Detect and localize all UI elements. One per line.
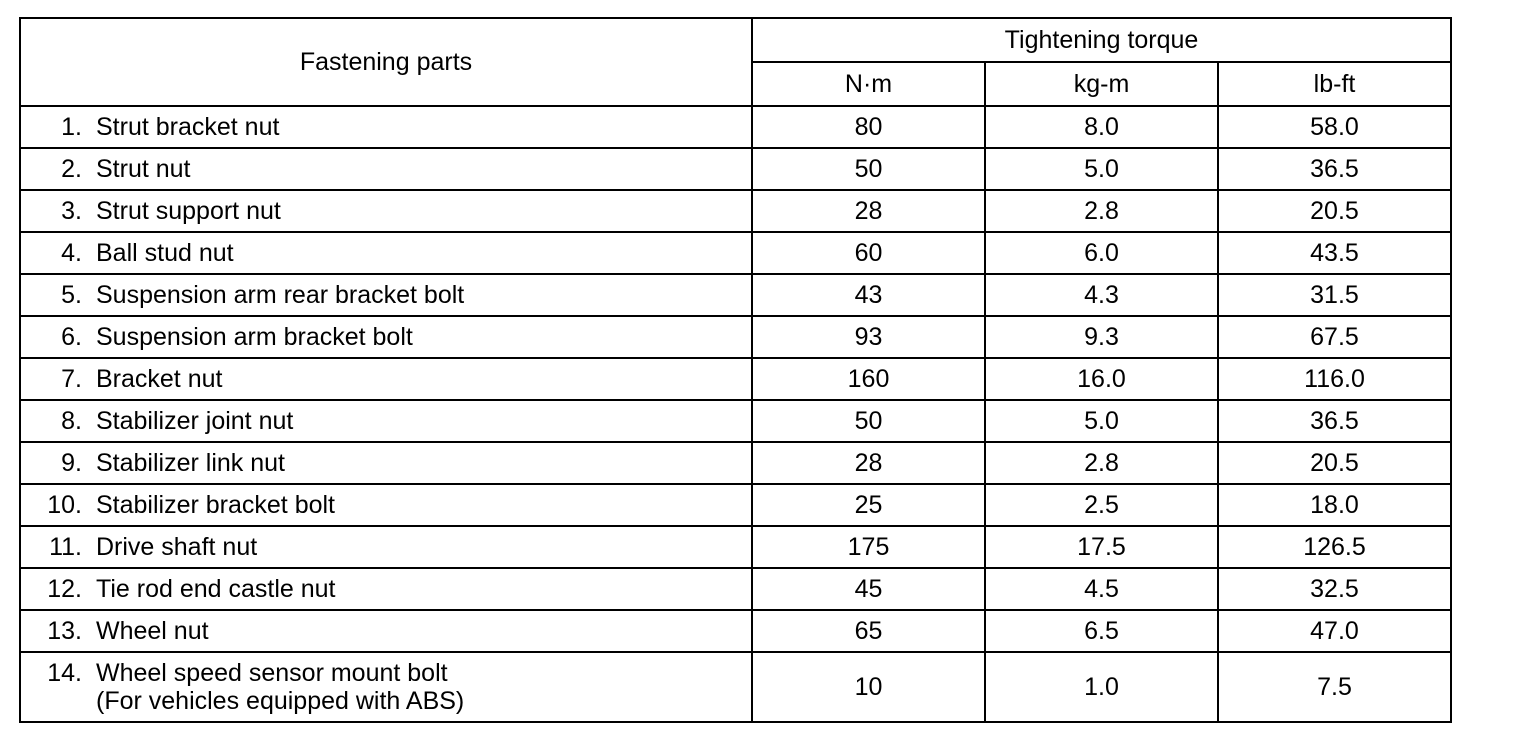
item-number: 11. [49, 533, 82, 561]
part-label-wrap [96, 365, 751, 393]
value-kgm: 2.8 [985, 442, 1218, 484]
table-row [20, 526, 1451, 568]
table-row [20, 484, 1451, 526]
value-nm: 25 [752, 484, 985, 526]
part-entry [21, 407, 751, 435]
value-lbft: 43.5 [1218, 232, 1451, 274]
part-entry [21, 491, 751, 519]
item-number: 7. [61, 365, 82, 393]
part-cell [20, 652, 752, 722]
part-cell [20, 610, 752, 652]
part-cell [20, 232, 752, 274]
value-kgm: 2.5 [985, 484, 1218, 526]
value-nm: 175 [752, 526, 985, 568]
value-nm: 65 [752, 610, 985, 652]
part-name: Stabilizer joint nut [96, 407, 294, 435]
part-label-wrap [96, 575, 751, 603]
part-cell [20, 484, 752, 526]
value-nm: 45 [752, 568, 985, 610]
table-row [20, 148, 1451, 190]
value-lbft: 126.5 [1218, 526, 1451, 568]
column-header-tightening-torque: Tightening torque [752, 18, 1451, 62]
item-number: 3. [61, 197, 82, 225]
value-kgm: 4.3 [985, 274, 1218, 316]
value-lbft: 67.5 [1218, 316, 1451, 358]
part-name: Drive shaft nut [96, 533, 258, 561]
table-row [20, 610, 1451, 652]
part-cell [20, 106, 752, 148]
part-label-wrap [96, 617, 751, 645]
value-kgm: 1.0 [985, 652, 1218, 722]
part-name: Suspension arm bracket bolt [96, 323, 413, 351]
table-row [20, 442, 1451, 484]
value-nm: 60 [752, 232, 985, 274]
column-header-kgm: kg-m [985, 62, 1218, 106]
value-nm: 160 [752, 358, 985, 400]
part-label-wrap [96, 281, 751, 309]
part-entry [21, 113, 751, 141]
table-row [20, 568, 1451, 610]
table-row [20, 652, 1451, 722]
table-row [20, 274, 1451, 316]
part-label-wrap [96, 155, 751, 183]
part-name: Suspension arm rear bracket bolt [96, 281, 465, 309]
item-number: 4. [61, 239, 82, 267]
value-kgm: 8.0 [985, 106, 1218, 148]
table-row [20, 400, 1451, 442]
torque-spec-table [19, 17, 1452, 723]
part-name: Wheel nut [96, 617, 209, 645]
part-cell [20, 274, 752, 316]
value-lbft: 20.5 [1218, 190, 1451, 232]
part-name: Strut nut [96, 155, 191, 183]
value-kgm: 5.0 [985, 400, 1218, 442]
part-entry [21, 659, 751, 715]
column-header-fastening-parts: Fastening parts [20, 18, 752, 106]
part-cell [20, 400, 752, 442]
value-lbft: 58.0 [1218, 106, 1451, 148]
part-name: Stabilizer bracket bolt [96, 491, 336, 519]
table-row [20, 106, 1451, 148]
part-label-wrap [96, 659, 751, 715]
value-lbft: 31.5 [1218, 274, 1451, 316]
part-label-wrap [96, 323, 751, 351]
part-label-wrap [96, 407, 751, 435]
part-cell [20, 358, 752, 400]
part-cell [20, 148, 752, 190]
value-kgm: 6.0 [985, 232, 1218, 274]
part-entry [21, 155, 751, 183]
part-cell [20, 442, 752, 484]
part-name: Stabilizer link nut [96, 449, 285, 477]
value-nm: 10 [752, 652, 985, 722]
value-kgm: 2.8 [985, 190, 1218, 232]
part-entry [21, 533, 751, 561]
column-header-lbft: lb-ft [1218, 62, 1451, 106]
value-nm: 28 [752, 190, 985, 232]
item-number: 5. [61, 281, 82, 309]
value-nm: 50 [752, 400, 985, 442]
value-lbft: 18.0 [1218, 484, 1451, 526]
value-nm: 43 [752, 274, 985, 316]
part-note: (For vehicles equipped with ABS) [96, 687, 465, 715]
value-lbft: 36.5 [1218, 148, 1451, 190]
value-nm: 80 [752, 106, 985, 148]
part-entry [21, 323, 751, 351]
value-kgm: 5.0 [985, 148, 1218, 190]
item-number: 1. [61, 113, 82, 141]
value-nm: 28 [752, 442, 985, 484]
value-lbft: 20.5 [1218, 442, 1451, 484]
part-entry [21, 365, 751, 393]
value-kgm: 9.3 [985, 316, 1218, 358]
item-number: 8. [61, 407, 82, 435]
value-kgm: 17.5 [985, 526, 1218, 568]
part-label-wrap [96, 491, 751, 519]
part-label-wrap [96, 449, 751, 477]
value-kgm: 6.5 [985, 610, 1218, 652]
item-number: 9. [61, 449, 82, 477]
part-entry [21, 239, 751, 267]
value-kgm: 16.0 [985, 358, 1218, 400]
value-kgm: 4.5 [985, 568, 1218, 610]
part-entry [21, 197, 751, 225]
item-number: 2. [61, 155, 82, 183]
part-name: Strut support nut [96, 197, 281, 225]
part-label-wrap [96, 197, 751, 225]
item-number: 12. [47, 575, 82, 603]
part-name: Strut bracket nut [96, 113, 280, 141]
table-row [20, 358, 1451, 400]
table-row [20, 232, 1451, 274]
table-row [20, 316, 1451, 358]
part-name: Wheel speed sensor mount bolt [96, 659, 448, 687]
item-number: 6. [61, 323, 82, 351]
part-entry [21, 449, 751, 477]
part-entry [21, 281, 751, 309]
item-number: 10. [47, 491, 82, 519]
value-nm: 50 [752, 148, 985, 190]
part-cell [20, 316, 752, 358]
part-cell [20, 526, 752, 568]
part-cell [20, 190, 752, 232]
part-name: Bracket nut [96, 365, 223, 393]
part-name: Ball stud nut [96, 239, 234, 267]
part-label-wrap [96, 239, 751, 267]
value-lbft: 36.5 [1218, 400, 1451, 442]
value-nm: 93 [752, 316, 985, 358]
value-lbft: 116.0 [1218, 358, 1451, 400]
item-number: 13. [47, 617, 82, 645]
value-lbft: 7.5 [1218, 652, 1451, 722]
part-label-wrap [96, 533, 751, 561]
part-entry [21, 617, 751, 645]
value-lbft: 32.5 [1218, 568, 1451, 610]
column-header-nm: N·m [752, 62, 985, 106]
table-row [20, 190, 1451, 232]
part-name: Tie rod end castle nut [96, 575, 336, 603]
item-number: 14. [47, 659, 82, 687]
part-cell [20, 568, 752, 610]
value-lbft: 47.0 [1218, 610, 1451, 652]
part-entry [21, 575, 751, 603]
part-label-wrap [96, 113, 751, 141]
